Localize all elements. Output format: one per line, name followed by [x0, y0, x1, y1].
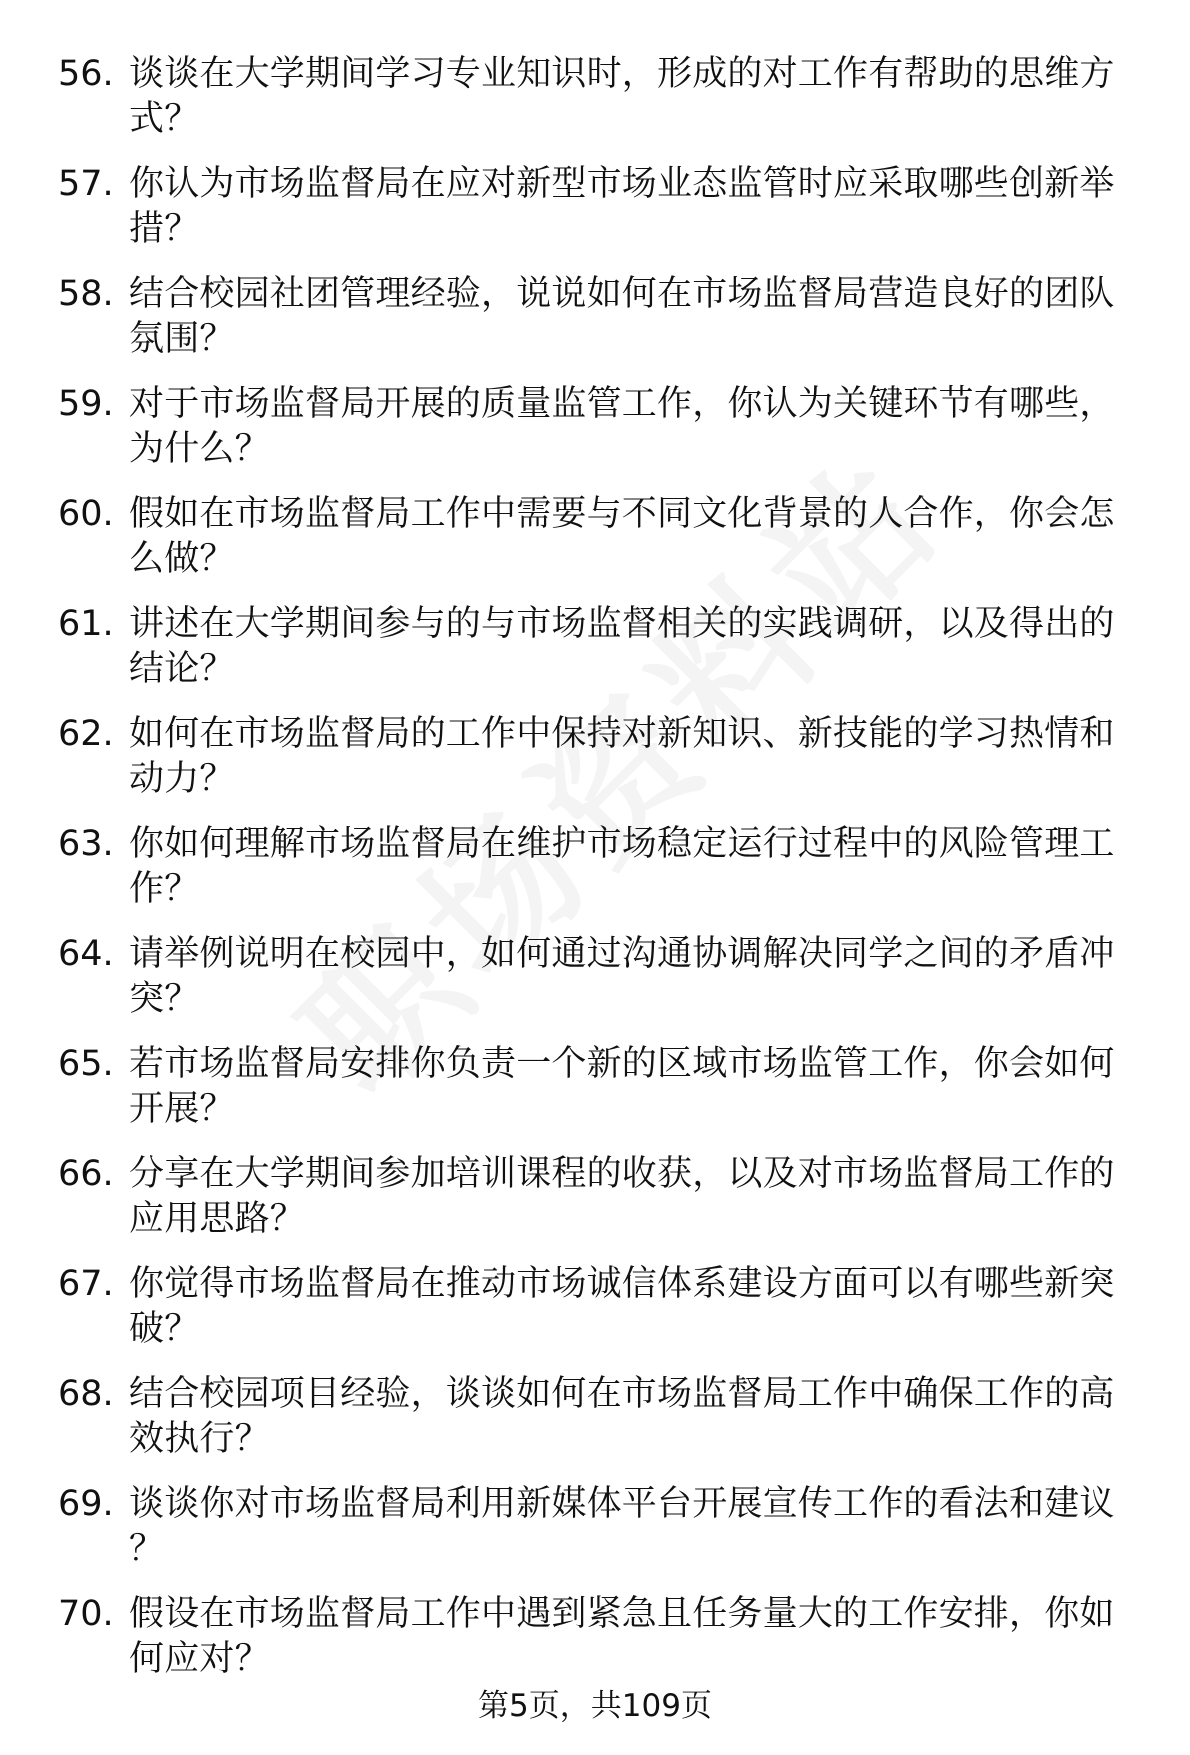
question-number: 60.	[58, 494, 114, 534]
question-number: 56.	[58, 54, 114, 94]
question-number: 68.	[58, 1374, 114, 1414]
page-number-label: 第5页，共109页	[478, 1688, 712, 1724]
question-item	[58, 1372, 1148, 1462]
question-number: 67.	[58, 1264, 114, 1304]
question-item	[58, 1592, 1148, 1682]
question-item	[58, 822, 1148, 912]
question-text: 你认为市场监督局在应对新型市场业态监管时应采取哪些创新举措？	[129, 164, 1115, 249]
question-number: 70.	[58, 1594, 114, 1634]
question-item	[58, 162, 1148, 252]
question-item	[58, 932, 1148, 1022]
question-text: 假设在市场监督局工作中遇到紧急且任务量大的工作安排，你如何应对？	[129, 1594, 1115, 1679]
question-item	[58, 1152, 1148, 1242]
question-text: 谈谈在大学期间学习专业知识时，形成的对工作有帮助的思维方式？	[129, 54, 1115, 139]
question-text: 若市场监督局安排你负责一个新的区域市场监管工作，你会如何开展？	[129, 1044, 1115, 1129]
question-item	[58, 52, 1148, 142]
question-number: 62.	[58, 714, 114, 754]
question-item	[58, 492, 1148, 582]
question-text: 结合校园社团管理经验，说说如何在市场监督局营造良好的团队氛围？	[129, 274, 1115, 359]
question-text: 请举例说明在校园中，如何通过沟通协调解决同学之间的矛盾冲突？	[129, 934, 1115, 1019]
question-number: 58.	[58, 274, 114, 314]
question-number: 59.	[58, 384, 114, 424]
question-text: 讲述在大学期间参与的与市场监督相关的实践调研，以及得出的结论？	[129, 604, 1115, 689]
question-text: 结合校园项目经验，谈谈如何在市场监督局工作中确保工作的高效执行？	[129, 1374, 1115, 1459]
question-number: 64.	[58, 934, 114, 974]
question-number: 66.	[58, 1154, 114, 1194]
question-item	[58, 272, 1148, 362]
question-text: 你如何理解市场监督局在维护市场稳定运行过程中的风险管理工作？	[129, 824, 1115, 909]
question-list	[58, 52, 1148, 1702]
question-item	[58, 712, 1148, 802]
question-number: 69.	[58, 1484, 114, 1524]
question-item	[58, 1042, 1148, 1132]
question-number: 57.	[58, 164, 114, 204]
question-text: 谈谈你对市场监督局利用新媒体平台开展宣传工作的看法和建议？	[129, 1484, 1115, 1569]
question-item	[58, 1482, 1148, 1572]
question-number: 65.	[58, 1044, 114, 1084]
question-text: 如何在市场监督局的工作中保持对新知识、新技能的学习热情和动力？	[129, 714, 1115, 799]
question-text: 假如在市场监督局工作中需要与不同文化背景的人合作，你会怎么做？	[129, 494, 1115, 579]
question-text: 对于市场监督局开展的质量监管工作，你认为关键环节有哪些，为什么？	[129, 384, 1115, 469]
question-number: 61.	[58, 604, 114, 644]
question-text: 你觉得市场监督局在推动市场诚信体系建设方面可以有哪些新突破？	[129, 1264, 1115, 1349]
question-item	[58, 382, 1148, 472]
question-text: 分享在大学期间参加培训课程的收获，以及对市场监督局工作的应用思路？	[129, 1154, 1115, 1239]
question-item	[58, 602, 1148, 692]
question-number: 63.	[58, 824, 114, 864]
question-item	[58, 1262, 1148, 1352]
page-footer	[0, 1686, 1190, 1726]
